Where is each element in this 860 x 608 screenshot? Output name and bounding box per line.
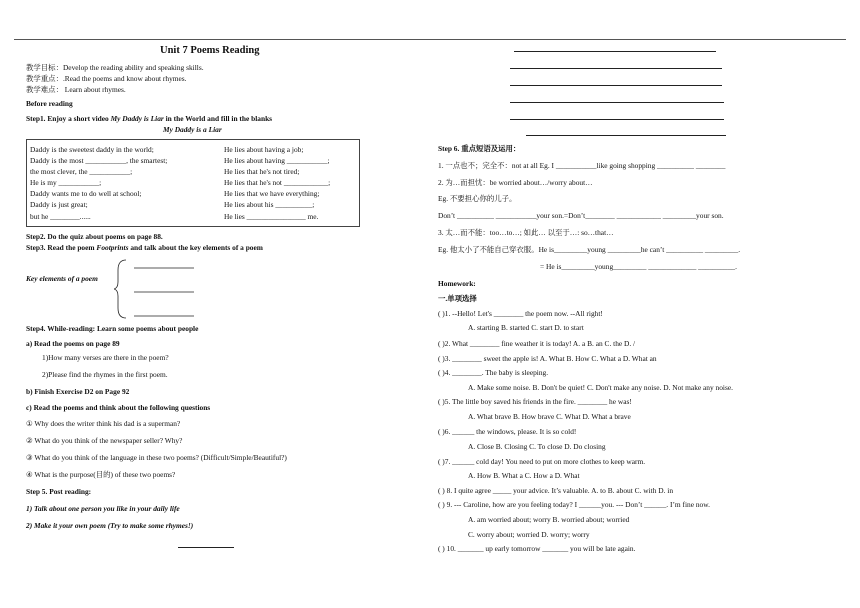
writing-line — [510, 85, 722, 86]
poem-line: He is my ___________; — [30, 178, 102, 188]
before-reading-heading: Before reading — [26, 99, 73, 108]
mc-question: ( )2. What ________ fine weather it is today! A. a B. an C. the D. / — [438, 339, 636, 348]
writing-line — [510, 68, 722, 69]
step6-heading: Step 6. 重点短语及运用： — [438, 144, 521, 153]
phrase-2-blanks: Don’t __________ ___________your son.=Don’t________ ____________ _________your son. — [438, 211, 724, 220]
phrase-2-example: Eg. 不要担心你的儿子。 — [438, 194, 517, 203]
post-reading-2: 2) Make it your own poem (Try to make some rhymes!) — [26, 521, 194, 530]
poem-line: Daddy is the sweetest daddy in the world; — [30, 145, 154, 154]
phrase-1: 1. 一点也不；完全不：not at all Eg. I ___________like going shopping __________ ________ — [438, 161, 726, 170]
poem-line: He lies about his __________; — [224, 200, 315, 210]
poem-line: but he ________...... — [30, 211, 91, 221]
mc-question: ( )5. The little boy saved his friends in the fire. ________ he was! — [438, 397, 632, 406]
answer-line — [178, 547, 234, 548]
mc-options: A. starting B. started C. start D. to start — [468, 323, 584, 332]
writing-line — [514, 51, 716, 52]
task-a: a) Read the poems on page 89 — [26, 339, 120, 348]
mc-question: ( )4. ________. The baby is sleeping. — [438, 368, 549, 377]
poem-title: My Daddy is a Liar — [163, 125, 222, 134]
task-a2: 2)Please find the rhymes in the first poem. — [42, 370, 168, 379]
poem-box — [26, 139, 360, 227]
mc-question: ( ) 9. --- Caroline, how are you feeling today? I ______you. --- Don’t ______. I’m fine now. — [438, 500, 710, 509]
mc-heading: 一.单项选择 — [438, 294, 477, 303]
phrase-3-blanks: = He is_________young_________ _____________ __________. — [540, 262, 737, 271]
question-1: ① Why does the writer think his dad is a superman? — [26, 419, 181, 428]
mc-question: ( )1. --Hello! Let's ________ the poem now. --All right! — [438, 309, 603, 318]
poem-line: Daddy wants me to do well at school; — [30, 189, 142, 199]
teaching-difficulty: 教学难点： Learn about rhymes. — [26, 85, 126, 94]
poem-line: He lies about having ___________; — [224, 156, 330, 166]
poem-left-lines — [30, 144, 167, 222]
poem-right-lines — [224, 144, 330, 222]
mc-options: A. What brave B. How brave C. What D. What a brave — [468, 412, 631, 421]
step2-heading: Step2. Do the quiz about poems on page 88. — [26, 232, 163, 241]
step5-heading: Step 5. Post reading: — [26, 487, 92, 496]
page-title: Unit 7 Poems Reading — [160, 45, 260, 56]
poem-line: He lies ________________ me. — [224, 211, 319, 221]
mc-options: A. How B. What a C. How a D. What — [468, 471, 580, 480]
brace-shape — [114, 260, 126, 318]
mc-options: A. Make some noise. B. Don't be quiet! C. Don't make any noise. D. Not make any noise. — [468, 383, 733, 392]
step4-heading: Step4. While-reading: Learn some poems about people — [26, 324, 199, 333]
poem-line: He lies that he's not tired; — [224, 167, 300, 177]
header-rule — [14, 39, 846, 40]
mc-question: ( )3. ________ sweet the apple is! A. What B. How C. What a D. What an — [438, 354, 657, 363]
writing-line — [510, 102, 724, 103]
question-4: ④ What is the purpose(目的) of these two poems? — [26, 470, 176, 479]
mc-options: A. Close B. Closing C. To close D. Do closing — [468, 442, 606, 451]
phrase-3-example: Eg. 他太小了不能自己穿衣服。He is_________young _________he can’t __________ _________. — [438, 245, 741, 254]
task-b: b) Finish Exercise D2 on Page 92 — [26, 387, 130, 396]
task-a1: 1)How many verses are there in the poem? — [42, 353, 169, 362]
mc-options: C. worry about; worried D. worry; worry — [468, 530, 590, 539]
phrase-2: 2. 为…而担忧：be worried about…/worry about… — [438, 178, 593, 187]
poem-line: He lies that he's not ____________; — [224, 178, 331, 188]
poem-line: Daddy is the most ___________, the smartest; — [30, 156, 168, 166]
homework-heading: Homework: — [438, 279, 476, 288]
key-elements-label: Key elements of a poem — [26, 274, 98, 283]
mc-question: ( )7. ______ cold day! You need to put on more clothes to keep warm. — [438, 457, 646, 466]
step1-heading: Step1. Enjoy a short video My Daddy is Liar in the World and fill in the blanks — [26, 114, 273, 123]
writing-line — [510, 119, 724, 120]
brace-diagram — [114, 258, 224, 320]
poem-line: the most clever, the ___________; — [30, 167, 133, 177]
teaching-goal: 教学目标：Develop the reading ability and speaking skills. — [26, 63, 204, 72]
mc-options: A. am worried about; worry B. worried about; worried — [468, 515, 630, 524]
post-reading-1: 1) Talk about one person you like in your daily life — [26, 504, 180, 513]
mc-question: ( ) 8. I quite agree _____ your advice. It’s valuable. A. to B. about C. with D. in — [438, 486, 674, 495]
poem-line: He lies that we have everything; — [224, 189, 320, 199]
mc-question: ( )6. ______ the windows, please. It is so cold! — [438, 427, 577, 436]
question-2: ② What do you think of the newspaper seller? Why? — [26, 436, 183, 445]
teaching-key: 教学重点：.Read the poems and know about rhymes. — [26, 74, 187, 83]
phrase-3: 3. 太…而不能：too…to…; 如此… 以至于…: so…that… — [438, 228, 614, 237]
mc-question: ( ) 10. _______ up early tomorrow _______ you will be late again. — [438, 544, 636, 553]
task-c: c) Read the poems and think about the following questions — [26, 403, 211, 412]
question-3: ③ What do you think of the language in these two poems? (Difficult/Simple/Beautiful?) — [26, 453, 287, 462]
writing-line — [526, 135, 726, 136]
step3-heading: Step3. Read the poem Footprints and talk about the key elements of a poem — [26, 243, 263, 252]
poem-line: Daddy is just great; — [30, 200, 88, 210]
poem-line: He lies about having a job; — [224, 145, 304, 154]
